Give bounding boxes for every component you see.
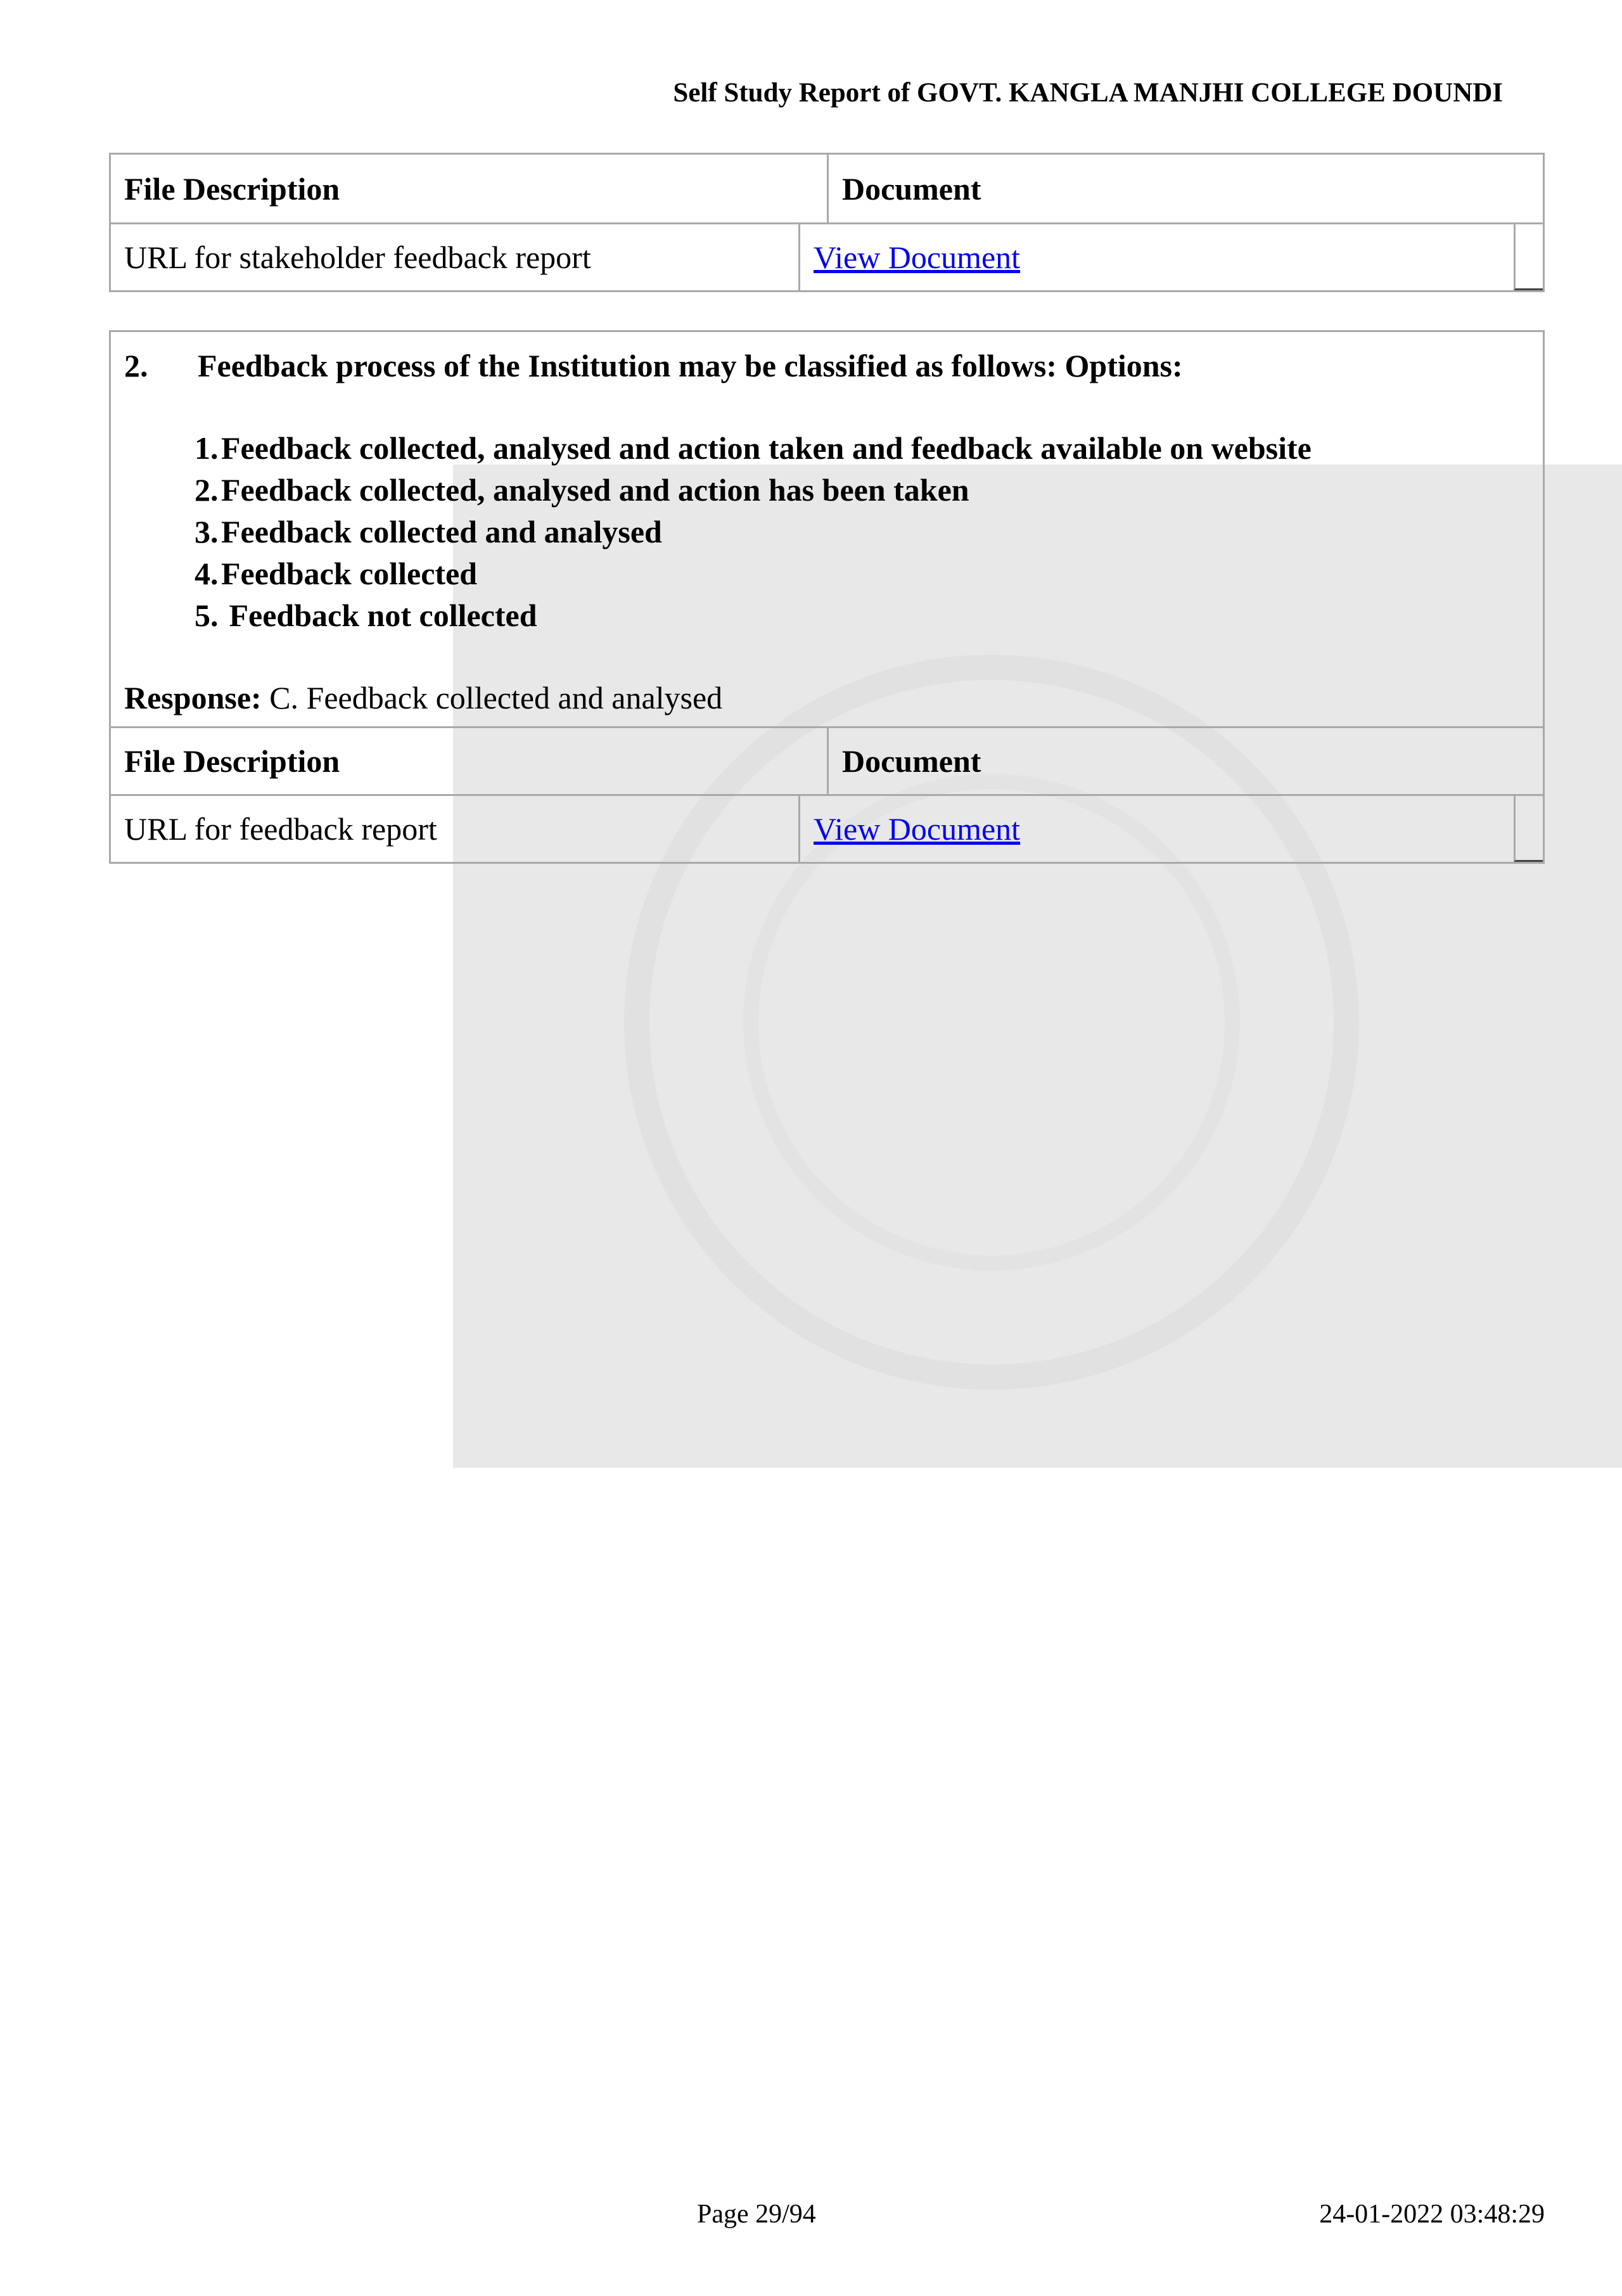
response-line [124,679,722,716]
page-header-title: Self Study Report of GOVT. KANGLA MANJHI COLLEGE DOUNDI [673,78,1503,108]
option-text: Feedback collected, analysed and action taken and feedback available on website [221,430,1312,466]
table-header-row [111,155,1543,222]
column-header-document: Document [842,743,981,779]
response-label: Response: [124,680,262,715]
option-number: 4. [195,556,219,591]
view-document-link[interactable]: View Document [814,240,1021,275]
generated-datetime: 24-01-2022 03:48:29 [1319,2200,1545,2229]
option-number: 5. [195,598,219,633]
table-row [111,794,1543,862]
file-description-cell: URL for stakeholder feedback report [111,224,800,290]
column-header-file-description: File Description [111,728,829,794]
column-header-file-description: File Description [111,155,829,222]
option-item [195,513,662,550]
option-number: 1. [195,430,219,466]
option-text: Feedback collected, analysed and action has been taken [221,472,969,508]
response-value: C. Feedback collected and analysed [261,680,723,715]
table-row [111,222,1543,290]
document-cell [800,796,1514,862]
option-number: 2. [195,472,219,508]
table-cell-end [1514,224,1543,290]
option-item [195,430,1312,466]
option-item [195,597,537,634]
option-item [195,555,477,592]
file-table-stakeholder [109,153,1545,292]
option-text: Feedback collected and analysed [221,514,662,549]
view-document-link[interactable]: View Document [814,811,1021,847]
question-text: Feedback process of the Institution may be classified as follows: Options: [198,348,1183,383]
table-header-row [111,726,1543,794]
page-number: Page 29/94 [697,2200,816,2229]
option-number: 3. [195,514,219,549]
option-item [195,471,969,508]
option-text: Feedback not collected [221,598,537,633]
file-description-cell: URL for feedback report [111,796,800,862]
document-cell [800,224,1514,290]
question-box [109,330,1545,728]
column-header-document: Document [842,170,981,207]
option-text: Feedback collected [221,556,478,591]
table-cell-end [1514,796,1543,862]
file-table-feedback [109,726,1545,864]
question-number: 2. [124,348,148,383]
